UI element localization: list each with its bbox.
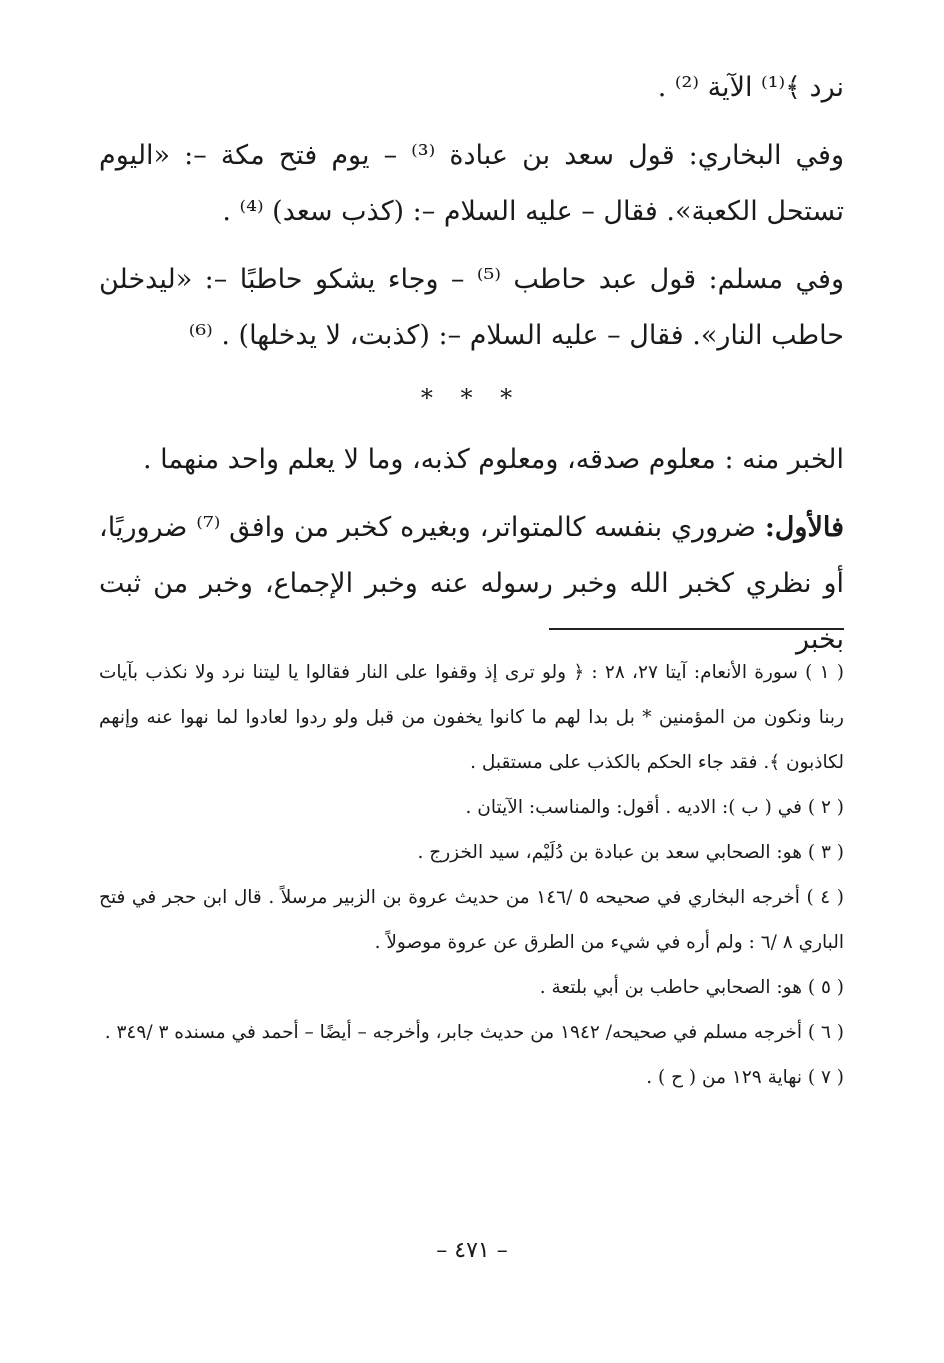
paragraph-1-text: نرد ﴾⁽¹⁾ الآية ⁽²⁾ . bbox=[657, 72, 844, 103]
footnote-6: ( ٦ ) أخرجه مسلم في صحيحه/ ١٩٤٢ من حديث جابر، وأخرجه – أيضًا – أحمد في مسنده ٣ /٣٤٩ . bbox=[104, 1022, 844, 1043]
paragraph-3-text: وفي مسلم: قول عبد حاطب ⁽⁵⁾ – وجاء يشكو حاطبًا –: «ليدخلن حاطب النار». فقال – عليه السلام –: (كذبت، لا يدخلها) . ⁽⁶⁾ bbox=[99, 264, 844, 351]
paragraph-4-text: الخبر منه : معلوم صدقه، ومعلوم كذبه، وما لا يعلم واحد منهما . bbox=[143, 444, 844, 475]
paragraph-5-text: ضروري بنفسه كالمتواتر، وبغيره كخبر من وافق ⁽⁷⁾ ضروريًا، أو نظري كخبر الله وخبر رسوله عنه وخبر الإجماع، وخبر من ثبت بخبر bbox=[99, 512, 844, 655]
section-separator: * * * bbox=[420, 384, 523, 412]
paragraph-2 bbox=[99, 128, 844, 240]
main-text bbox=[99, 60, 844, 668]
page-number: – ٤٧١ – bbox=[436, 1238, 508, 1263]
paragraph-2-text: وفي البخاري: قول سعد بن عبادة ⁽³⁾ – يوم فتح مكة –: «اليوم تستحل الكعبة». فقال – عليه السلام –: (كذب سعد) ⁽⁴⁾ . bbox=[99, 140, 845, 227]
footnote-7: ( ٧ ) نهاية ١٢٩ من ( ح ) . bbox=[646, 1067, 844, 1088]
paragraph-4 bbox=[99, 432, 844, 488]
footnote-2: ( ٢ ) في ( ب ): الاديه . أقول: والمناسب: الآيتان . bbox=[465, 797, 844, 818]
paragraph-5-lead: فالأول: bbox=[764, 512, 844, 543]
footnote-4: ( ٤ ) أخرجه البخاري في صحيحه ٥ /١٤٦ من حديث عروة بن الزبير مرسلاً . قال ابن حجر في فتح الباري ٨ /٦ : ولم أره في شيء من الطرق عن عروة موصولاً . bbox=[99, 887, 844, 953]
paragraph-5 bbox=[99, 500, 844, 668]
footnote-3: ( ٣ ) هو: الصحابي سعد بن عبادة بن دُلَيْم، سيد الخزرج . bbox=[417, 842, 844, 863]
footnote-5: ( ٥ ) هو: الصحابي حاطب بن أبي بلتعة . bbox=[539, 977, 844, 998]
paragraph-3 bbox=[99, 252, 844, 364]
footnote-1: ( ١ ) سورة الأنعام: آيتا ٢٧، ٢٨ : ﴿ ولو ترى إذ وقفوا على النار فقالوا يا ليتنا نرد ولا نكذب بآيات ربنا ونكون من المؤمنين * بل بدا لهم ما كانوا يخفون من قبل ولو ردوا لعادوا لما نهوا عنه وإنهم لكاذبون ﴾. فقد جاء الحكم بالكذب على مستقبل . bbox=[99, 662, 844, 773]
paragraph-1 bbox=[99, 60, 844, 116]
footnotes bbox=[99, 650, 844, 1100]
footnote-divider bbox=[549, 628, 844, 630]
